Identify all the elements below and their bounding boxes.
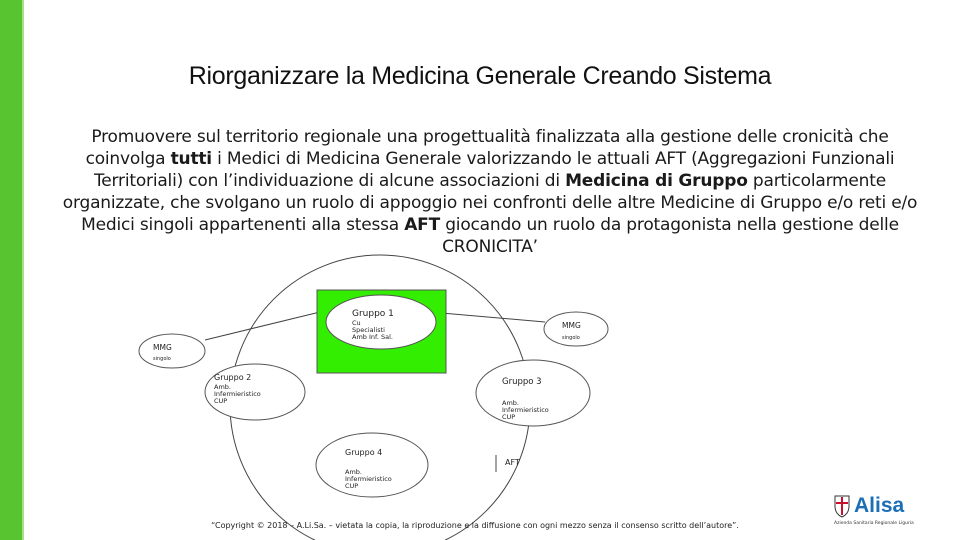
liguria-shield-icon [832,494,852,518]
gruppo-1-line-1: Cu [352,319,361,327]
logo-subtitle: Azienda Sanitaria Regionale Liguria [834,521,914,526]
paragraph-run: giocando un ruolo da protagonista nella gestione delle CRONICITA’ [440,215,899,257]
slide-title: Riorganizzare la Medicina Generale Creando Sistema [188,62,772,90]
paragraph-run: i Medici di Medicina Generale valorizzando le attuali AFT (Aggregazioni Funzionali Territoriali) con l’individuazione di alcune associazioni di [94,149,895,191]
mmg-right-label: MMG [562,321,581,330]
paragraph-bold-run: tutti [170,149,212,169]
connector-mmg-left [205,312,320,340]
gruppo-4-line-2: Infermieristico [345,475,392,483]
gruppo-4-line-3: CUP [345,482,359,490]
mmg-right-sub: singolo [562,335,580,341]
gruppo-4-label: Gruppo 4 [345,448,383,457]
mmg-left-sub: singolo [153,356,171,362]
gruppo-1-line-2: Specialisti [352,326,385,334]
gruppo-3-line-1: Amb. [502,399,519,407]
copyright-notice: “Copyright © 2018 – A.Li.Sa. – vietata la copia, la riproduzione e la diffusione con ogni mezzo senza il consenso scritto dell’autore”. [211,521,739,530]
gruppo-2-line-1: Amb. [214,383,231,391]
gruppo-4-ellipse [316,433,428,497]
gruppo-2-label: Gruppo 2 [214,373,252,382]
gruppo-3-ellipse [476,360,590,426]
aft-label: AFT [505,458,520,467]
gruppo-3-line-3: CUP [502,413,516,421]
gruppo-2-line-3: CUP [214,397,228,405]
mmg-left-ellipse [139,334,205,368]
paragraph-run: particolarmente organizzate, che svolgano un ruolo di appoggio nei confronti delle altre Medicine di Gruppo e/o reti e/o Medici singoli appartenenti alla stessa [62,171,918,235]
gruppo-4-line-1: Amb. [345,468,362,476]
paragraph-bold-run: Medicina di Gruppo [565,171,748,191]
gruppo-2-line-2: Infermieristico [214,390,261,398]
logo-name: Alisa [854,494,905,517]
mmg-left-label: MMG [153,343,172,352]
gruppo-1-line-3: Amb Inf. Sal. [352,333,393,341]
alisa-logo [830,494,930,532]
paragraph-run: Promuovere sul territorio regionale una progettualità finalizzata alla gestione delle cronicità che coinvolga [85,127,889,169]
paragraph-bold-run: AFT [404,215,440,235]
connector-mmg-right [430,312,545,322]
gruppo-3-label: Gruppo 3 [502,377,542,387]
gruppo-1-label: Gruppo 1 [352,309,394,319]
gruppo-3-line-2: Infermieristico [502,406,549,414]
